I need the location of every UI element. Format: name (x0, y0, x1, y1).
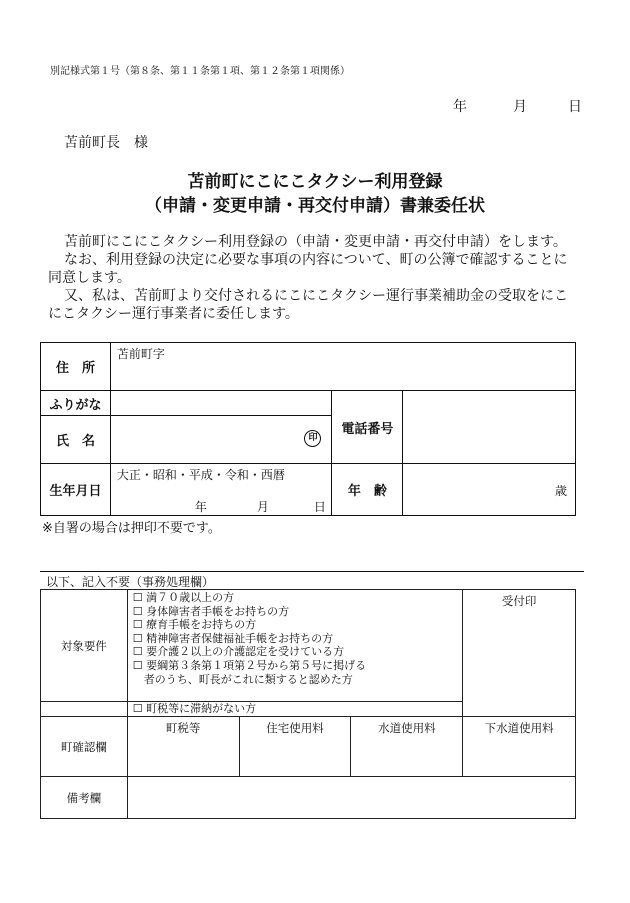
confirm-col-housing: 住宅使用料 (239, 717, 351, 777)
body-paragraph-3-line-1: 又、私は、苫前町より交付されるにこにこタクシー運行事業補助金の受取をにこ (64, 288, 568, 304)
address-prefix: 苫前町字 (116, 347, 165, 361)
address-label: 住 所 (41, 343, 111, 391)
birth-field[interactable] (110, 464, 332, 516)
requirements-label: 対象要件 (41, 590, 128, 702)
addressee: 苫前町長 様 (64, 135, 148, 151)
name-field[interactable] (110, 416, 332, 464)
requirement-item-continued: 者のうち、町長がこれに類すると認めた方 (132, 672, 353, 686)
body-paragraph-1: 苫前町にこにこタクシー利用登録の（申請・変更申請・再交付申請）をします。 (64, 234, 567, 250)
requirement-item[interactable]: ☐ 精神障害者保健福祉手帳をお持ちの方 (132, 631, 334, 645)
confirm-label: 町確認欄 (41, 717, 128, 777)
date-day-label: 日 (568, 99, 582, 115)
date-year-label: 年 (453, 99, 467, 115)
applicant-table (40, 342, 576, 516)
confirm-col-sewer: 下水道使用料 (463, 717, 576, 777)
birth-year-label: 年 (194, 500, 207, 514)
age-field[interactable] (403, 464, 576, 516)
requirement-item[interactable]: ☐ 要綱第３条第１項第２号から第５号に掲げる (132, 658, 367, 672)
body-paragraph-2-line-1: なお、利用登録の決定に必要な事項の内容について、町の公簿で確認することに (64, 252, 568, 268)
furigana-field[interactable] (110, 391, 332, 416)
requirement-item[interactable]: ☐ 町税等に滞納がない方 (132, 702, 257, 715)
requirements-list (127, 590, 463, 702)
requirement-item[interactable]: ☐ 満７０歳以上の方 (132, 591, 235, 604)
birth-label: 生年月日 (41, 464, 111, 516)
form-reference: 別記様式第１号（第８条、第１１条第１項、第１２条第１項関係） (50, 66, 350, 77)
requirement-item[interactable]: ☐ 身体障害者手帳をお持ちの方 (132, 604, 290, 618)
remarks-label: 備考欄 (41, 777, 128, 819)
title-line-1: 苫前町にこにこタクシー利用登録 (187, 172, 443, 192)
confirm-col-tax: 町税等 (127, 717, 239, 777)
date-month-label: 月 (513, 99, 527, 115)
address-field[interactable] (110, 343, 575, 391)
remarks-field[interactable] (127, 777, 575, 819)
name-label: 氏 名 (41, 416, 111, 464)
office-table (40, 589, 576, 819)
requirements-label-extension (41, 702, 128, 717)
confirm-col-water: 水道使用料 (351, 717, 463, 777)
title-line-2: （申請・変更申請・再交付申請）書兼委任状 (145, 196, 485, 216)
birth-day-label: 日 (313, 500, 326, 514)
office-divider (40, 571, 584, 572)
birth-month-label: 月 (256, 500, 269, 514)
body-paragraph-3-line-2: にこタクシー運行事業者に委任します。 (48, 306, 299, 322)
requirement-item[interactable]: ☐ 要介護２以上の介護認定を受けている方 (132, 645, 345, 659)
requirement-item[interactable]: ☐ 療育手帳をお持ちの方 (132, 618, 257, 632)
era-options: 大正・昭和・平成・令和・西暦 (116, 468, 285, 482)
receipt-stamp-box: 受付印 (463, 590, 576, 717)
seal-mark: 印 (304, 430, 321, 447)
requirement-tax (127, 702, 463, 717)
age-label: 年 齢 (332, 464, 403, 516)
phone-field[interactable] (403, 391, 576, 464)
age-unit: 歳 (554, 484, 567, 498)
phone-label: 電話番号 (332, 391, 403, 464)
furigana-label: ふりがな (41, 391, 111, 416)
office-header: 以下、記入不要（事務処理欄） (46, 575, 215, 589)
body-paragraph-2-line-2: 同意します。 (48, 270, 131, 286)
seal-note: ※自署の場合は押印不要です。 (42, 521, 221, 536)
